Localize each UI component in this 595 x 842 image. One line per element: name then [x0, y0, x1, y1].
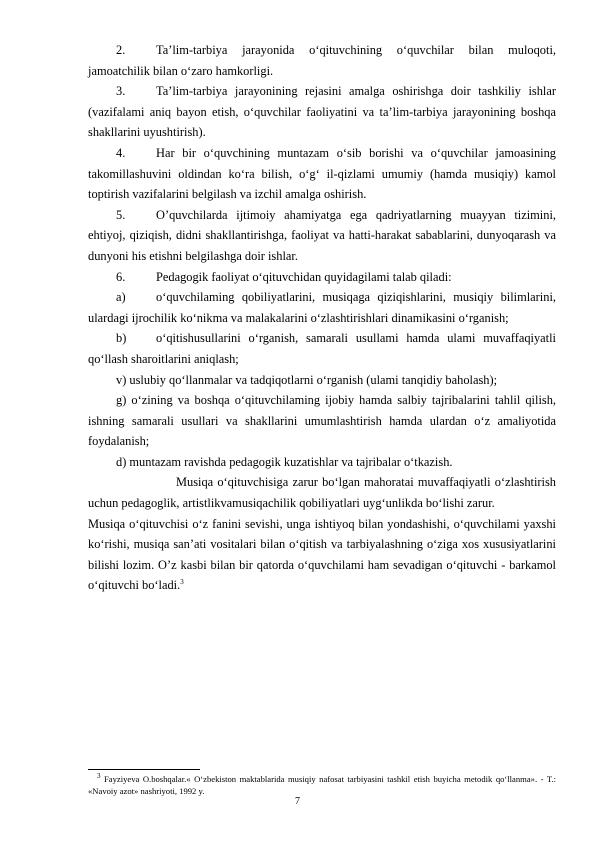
- paragraph-b: [88, 328, 556, 369]
- paragraph-number: 3.: [116, 84, 126, 99]
- paragraph-number: 6.: [116, 269, 126, 284]
- page-number: 7: [295, 796, 300, 807]
- paragraph-number: 4.: [116, 145, 126, 160]
- paragraph-text: o‘quvchilaming qobiliyatlarini, musiqaga qiziqishlarini, musiqiy bilimlarini, ulardagi ijrochilik ko‘nikma va malakalarini o‘zlashtirishlari dinamikasini o‘rganish;: [88, 290, 556, 325]
- footnote-divider: [88, 769, 200, 770]
- paragraph-text: O’quvchilarda ijtimoiy ahamiyatga ega qadriyatlarning muayyan tizimini, ehtiyoj, qiziqish, didni shakllantirishga, faoliyat va hatti-harakat sabablarini, dunyoqarash va dunyoni his etishni belgilashga doir ishlar.: [88, 207, 556, 263]
- footnote-reference: 3: [180, 578, 184, 587]
- paragraph-text: Har bir o‘quvchining muntazam o‘sib borishi va o‘quvchilar jamoasining takomillashuvini oldindan ko‘ra bilish, o‘g‘ il-qizlami umumiy (hamda musiqiy) kamol toptirish vazifalarini belgilash va izchil amalga oshirish.: [88, 145, 556, 202]
- body-text: [88, 40, 556, 596]
- paragraph-number: a): [116, 290, 126, 305]
- paragraph-text: Ta’lim-tarbiya jarayonining rejasini amalga oshirishga doir tashkiliy ishlar (vazifalami aniq bayon etish, o‘quvchilar faoliyatini va ta’lim-tarbiya jarayonining boshqa shakllarini uyushtirish).: [88, 84, 556, 140]
- paragraph-text: o‘qitishusullarini o‘rganish, samarali usullami hamda ulami muvaffaqiyatli qo‘llash sharoitlarini aniqlash;: [88, 331, 556, 366]
- paragraph-v: v) uslubiy qo‘llanmalar va tadqiqotlarni o‘rganish (ulami tanqidiy baholash);: [116, 372, 498, 387]
- paragraph-d: d) muntazam ravishda pedagogik kuzatishlar va tajribalar o‘tkazish.: [116, 454, 453, 469]
- paragraph-6: [88, 267, 556, 288]
- paragraph-g: g) o‘zining va boshqa o‘qituvchilaming ijobiy hamda salbiy tajribalarini tahlil qilish, ishning samarali usullari va shakllarini umumlashtirish hamda ulardan o‘z amaliyotida foydalanish;: [88, 393, 556, 449]
- footnote-text: Fayziyeva O.boshqalar.« O‘zbekiston maktablarida musiqiy nafosat tarbiyasini tashkil etish buyicha metodik qo‘llanma». - T.: «Navoiy azot» nashriyoti, 1992 y.: [88, 774, 556, 796]
- paragraph-text: Ta’lim-tarbiya jarayonida o‘qituvchining o‘quvchilar bilan muloqoti, jamoatchilik bilan o‘zaro hamkorligi.: [88, 43, 556, 78]
- paragraph-a: [88, 287, 556, 328]
- paragraph-text: Musiqa o‘qituvchisi o‘z fanini sevishi, unga ishtiyoq bilan yondashishi, o‘quvchilami yaxshi ko‘rishi, musiqa san’ati vositalari bilan o‘qitish va tarbiyalashning o‘ziga xos xususiyatlarini bilishi lozim. O’z kasbi bilan bir qatorda o‘quvchilami ham sevadigan o‘qituvchi - barkamol o‘qituvchi bo‘ladi.: [88, 516, 556, 593]
- paragraph-skills: Musiqa o‘qituvchisiga zarur bo‘lgan mahoratai muvaffaqiyatli o‘zlashtirish uchun pedagoglik, artistlikvamusiqachilik qobiliyatlari uyg‘unlikda bo‘lishi zarur.: [88, 475, 556, 511]
- paragraph-4: [88, 143, 556, 205]
- footnote: [88, 773, 556, 797]
- paragraph-text: Pedagogik faoliyat o‘qituvchidan quyidagilami talab qiladi:: [156, 269, 452, 284]
- paragraph-teacher: [88, 514, 556, 596]
- paragraph-2: [88, 40, 556, 81]
- footnote-number: 3: [97, 772, 101, 781]
- paragraph-3: [88, 81, 556, 143]
- paragraph-5: [88, 205, 556, 267]
- paragraph-number: b): [116, 331, 127, 346]
- paragraph-number: 2.: [116, 43, 126, 57]
- paragraph-number: 5.: [116, 207, 126, 222]
